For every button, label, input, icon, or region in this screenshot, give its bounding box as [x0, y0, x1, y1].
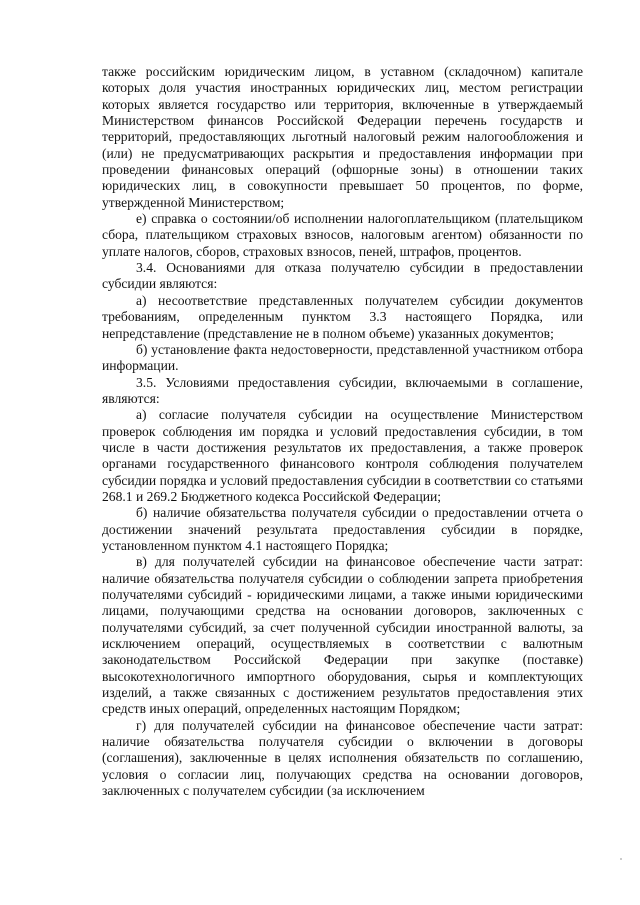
paragraph-continuation: также российским юридическим лицом, в уставном (складочном) капитале которых доля участия иностранных юридических лиц, местом регистрации которых является государство или территория, включенные в утверждаемый Министерством финансов Российской Федерации перечень государств и территорий, предоставляющих льготный налоговый режим налогообложения и (или) не предусматривающих раскрытия и предоставления информации при проведении финансовых операций (офшорные зоны) в отношении таких юридических лиц, в совокупности превышает 50 процентов, по форме, утвержденной Министерством; [102, 64, 583, 210]
paragraph-3-5-conditions: 3.5. Условиями предоставления субсидии, включаемыми в соглашение, являются: [102, 374, 583, 406]
paragraph-3-4-item-b: б) установление факта недостоверности, представленной участником отбора информации. [102, 341, 583, 374]
paragraph-3-5-item-b: б) наличие обязательства получателя субсидии о предоставлении отчета о достижении значений результата предоставления субсидии в порядке, установленном пунктом 4.1 настоящего Порядка; [102, 505, 583, 553]
paragraph-3-4-refusal-grounds: 3.4. Основаниями для отказа получателю субсидии в предоставлении субсидии являются: [102, 260, 583, 292]
paragraph-3-5-item-g: г) для получателей субсидии на финансовое обеспечение части затрат: наличие обязательства получателя субсидии о включении в договоры (соглашения), заключенные в целях исполнения обязательств по соглашению, условия о согласии лиц, получающих средства на основании договоров, заключенных с получателем субсидии (за исключением [102, 717, 583, 799]
document-page [102, 64, 583, 799]
paragraph-3-5-item-a: а) согласие получателя субсидии на осуществление Министерством проверок соблюдения им порядка и условий предоставления субсидии, в том числе в части достижения результатов их предоставления, а также проверок органами государственного финансового контроля соблюдения получателем субсидии порядка и условий предоставления субсидии в соответствии со статьями 268.1 и 269.2 Бюджетного кодекса Российской Федерации; [102, 407, 583, 504]
paragraph-3-5-item-v: в) для получателей субсидии на финансовое обеспечение части затрат: наличие обязательства получателя субсидии о соблюдении запрета приобретения получателями субсидий - юридическими лицами, а также иными юридическими лицами, получающими средства на основании договоров, заключенных с получателями субсидий, за счет полученной субсидии иностранной валюты, за исключением операций, осуществляемых в соответствии с валютным законодательством Российской Федерации при закупке (поставке) высокотехнологичного импортного оборудования, сырья и комплектующих изделий, а также связанных с достижением результатов предоставления этих средств иных операций, определенных настоящим Порядком; [102, 554, 583, 717]
paragraph-3-4-item-a: а) несоответствие представленных получателем субсидии документов требованиям, определенным пунктом 3.3 настоящего Порядка, или непредставление (представление не в полном объеме) указанных документов; [102, 292, 583, 341]
scan-speck [620, 858, 622, 860]
paragraph-item-e-tax-certificate: е) справка о состоянии/об исполнении налогоплательщиком (плательщиком сбора, плательщиком страховых взносов, налоговым агентом) обязанности по уплате налогов, сборов, страховых взносов, пеней, штрафов, процентов. [102, 211, 583, 259]
